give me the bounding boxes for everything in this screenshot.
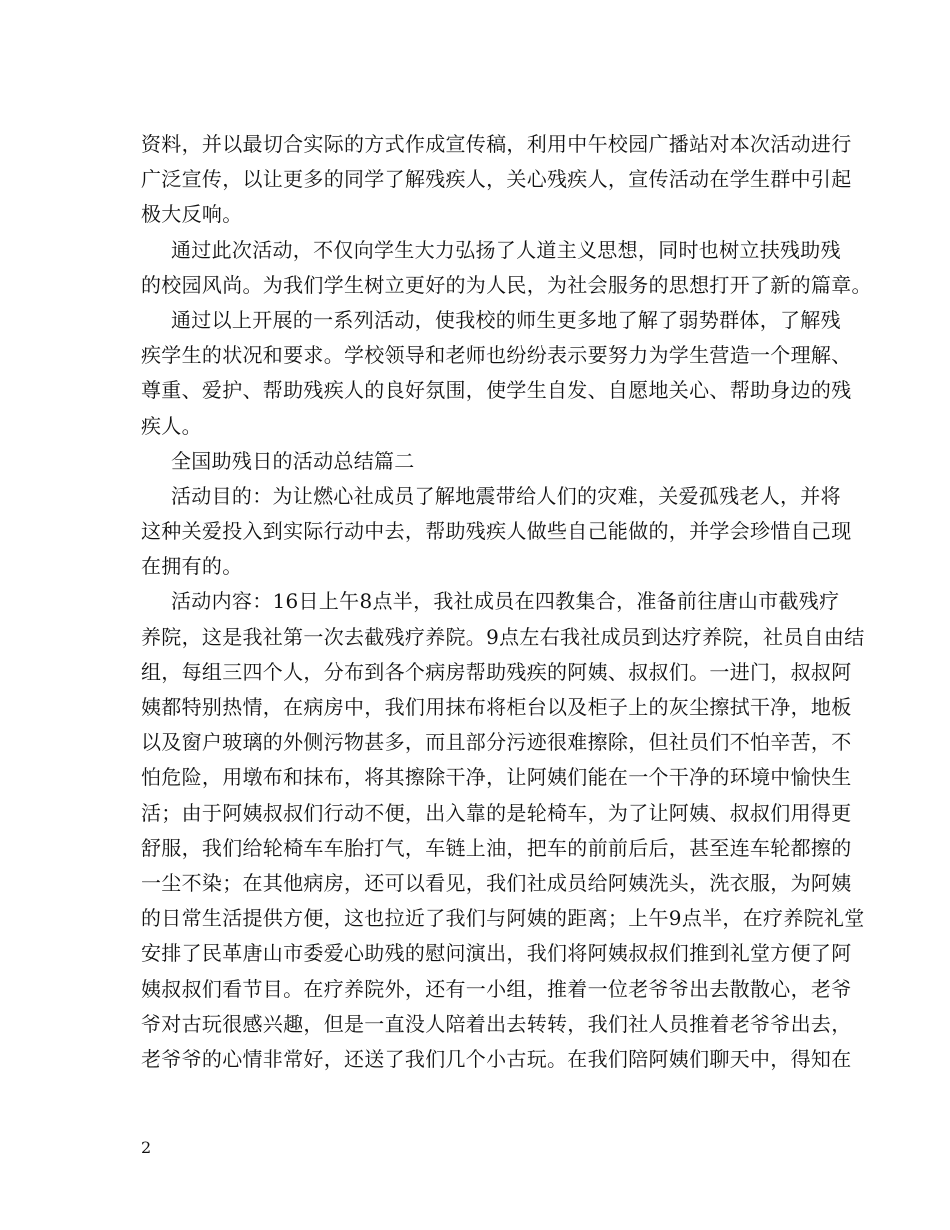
text-line: 在拥有的。 [141,554,243,579]
text-line: 怕危险，用墩布和抹布，将其擦除干净，让阿姨们能在一个干净的环境中愉快生 [141,765,852,790]
paragraph-start-line: 活动目的：为让燃心社成员了解地震带给人们的灾难，关爱孤残老人，并将 [171,483,841,508]
text-line: 资料，并以最切合实际的方式作成宣传稿，利用中午校园广播站对本次活动进行 [141,132,852,156]
text-line: 这种关爱投入到实际行动中去，帮助残疾人做些自己能做的，并学会珍惜自己现 [141,519,852,544]
text-line: 广泛宣传，以让更多的同学了解残疾人，关心残疾人，宣传活动在学生群中引起 [141,167,852,192]
text-line: 的校园风尚。为我们学生树立更好的为人民，为社会服务的思想打开了新的篇章。 [141,272,872,297]
text-line: 姨都特别热情，在病房中，我们用抹布将柜台以及柜子上的灰尘擦拭干净，地板 [141,695,852,719]
paragraph-start-line: 活动内容：16日上午8点半，我社成员在四教集合，准备前往唐山市截残疗 [171,589,840,614]
text-line: 一尘不染；在其他病房，还可以看见，我们社成员给阿姨洗头，洗衣服，为阿姨 [141,870,852,895]
text-line: 老爷爷的心情非常好，还送了我们几个小古玩。在我们陪阿姨们聊天中，得知在 [141,1046,852,1071]
text-line: 姨叔叔们看节目。在疗养院外，还有一小组，推着一位老爷爷出去散散心，老爷 [141,976,852,1001]
text-line: 组，每组三四个人，分布到各个病房帮助残疾的阿姨、叔叔们。一进门，叔叔阿 [141,659,852,684]
text-line: 极大反响。 [141,202,243,227]
text-line: 尊重、爱护、帮助残疾人的良好氛围，使学生自发、自愿地关心、帮助身边的残 [141,378,852,403]
text-line: 以及窗户玻璃的外侧污物甚多，而且部分污迹很难擦除，但社员们不怕辛苦，不 [141,730,852,755]
text-line: 疾学生的状况和要求。学校领导和老师也纷纷表示要努力为学生营造一个理解、 [141,343,852,368]
text-line: 养院，这是我社第一次去截残疗养院。9点左右我社成员到达疗养院，社员自由结 [141,624,865,649]
body-text [141,127,872,1077]
text-line: 安排了民革唐山市委爱心助残的慰问演出，我们将阿姨叔叔们推到礼堂方便了阿 [141,941,852,966]
text-line: 疾人。 [141,413,202,438]
paragraph-start-line: 通过以上开展的一系列活动，使我校的师生更多地了解了弱势群体，了解残 [171,307,841,332]
text-line: 活；由于阿姨叔叔们行动不便，出入靠的是轮椅车，为了让阿姨、叔叔们用得更 [141,800,852,825]
paragraph-start-line: 通过此次活动，不仅向学生大力弘扬了人道主义思想，同时也树立扶残助残 [171,237,841,262]
text-line: 舒服，我们给轮椅车车胎打气，车链上油，把车的前前后后，甚至连车轮都擦的 [141,835,852,860]
text-line: 爷对古玩很感兴趣，但是一直没人陪着出去转转，我们社人员推着老爷爷出去， [141,1011,852,1036]
page-number: 2 [141,1138,152,1157]
text-line: 的日常生活提供方便，这也拉近了我们与阿姨的距离；上午9点半，在疗养院礼堂 [141,906,865,931]
section-heading: 全国助残日的活动总结篇二 [171,448,415,473]
